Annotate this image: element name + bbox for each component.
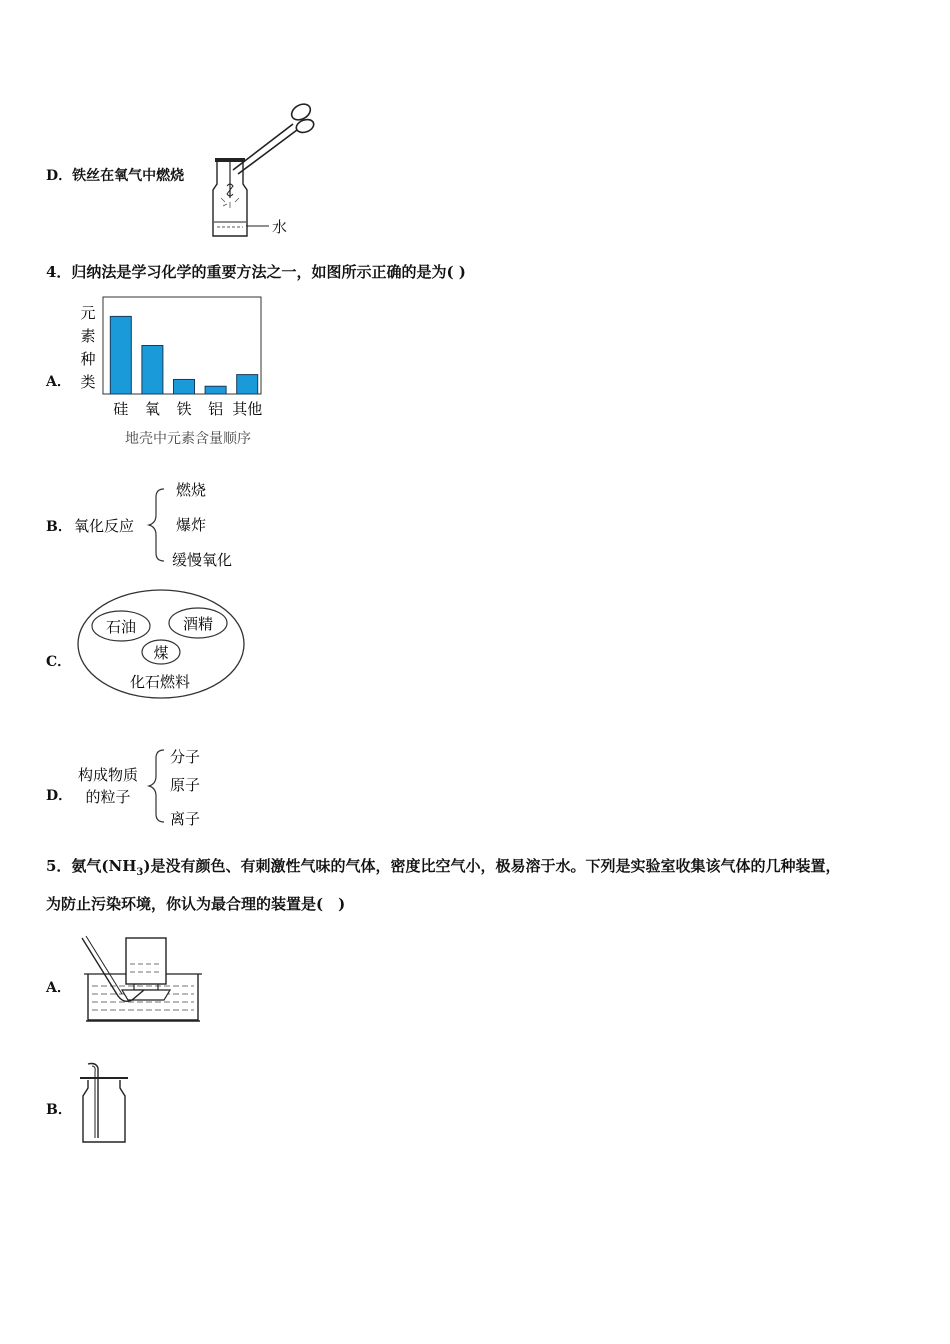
bar (205, 386, 226, 394)
y-label-char: 种 (80, 350, 96, 368)
y-axis-label (80, 304, 95, 391)
oxidation-brace-diagram (72, 475, 252, 575)
stem-part: )是没有颜色、有刺激性气味的气体，密度比空气小，极易溶于水。下列是实验室收集该气体的几种装置， (143, 857, 841, 875)
water-label: 水 (272, 218, 288, 236)
particle-brace-diagram (72, 740, 222, 835)
q4-option-b-letter: B． (46, 519, 72, 535)
x-tick-label: 铁 (176, 400, 192, 418)
q5-stem-line2: 为防止污染环境，你认为最合理的装置是( ) (46, 895, 346, 913)
inner-label: 石油 (105, 618, 137, 636)
gas-collecting-bottle-figure (78, 1062, 133, 1147)
brace-branch: 离子 (170, 810, 201, 828)
water-displacement-apparatus-figure (78, 934, 208, 1026)
bar (110, 316, 131, 394)
x-tick-label: 其他 (232, 400, 263, 418)
iron-burning-apparatus-figure (205, 98, 315, 243)
option-text: 铁丝在氧气中燃烧 (72, 168, 185, 184)
brace-branch: 燃烧 (176, 481, 207, 499)
brace-root: 构成物质 (77, 766, 139, 784)
brace-branch: 原子 (170, 776, 201, 794)
element-bar-chart (72, 292, 282, 452)
q4-stem: 4．归纳法是学习化学的重要方法之一，如图所示正确的是为( ) (46, 263, 466, 281)
fossil-fuel-venn-diagram (74, 586, 254, 706)
brace-branch: 分子 (170, 748, 201, 766)
brace-icon (149, 750, 164, 822)
y-label-char: 素 (80, 327, 96, 345)
x-axis-label: 地壳中元素含量顺序 (125, 431, 251, 447)
q4-option-a-letter: A． (46, 374, 71, 390)
y-label-char: 类 (80, 373, 96, 391)
x-tick-label: 铝 (208, 400, 224, 418)
q5-option-b-letter: B． (46, 1102, 72, 1118)
brace-root: 氧化反应 (74, 517, 135, 535)
option-letter: D． (46, 168, 73, 184)
inner-label: 酒精 (182, 615, 214, 633)
q5-stem-line1 (46, 855, 841, 878)
x-tick-label: 硅 (113, 400, 129, 418)
bar (142, 346, 163, 395)
stem-subscript: 3 (136, 867, 144, 878)
inner-label: 煤 (153, 644, 169, 662)
q4-option-c-letter: C． (46, 654, 72, 670)
brace-branch: 爆炸 (176, 516, 207, 534)
y-label-char: 元 (80, 304, 96, 322)
bar (237, 375, 258, 394)
q3-option-d (46, 165, 184, 185)
outer-label: 化石燃料 (129, 673, 191, 691)
x-tick-label: 氧 (144, 400, 160, 418)
bar (174, 379, 195, 394)
q4-option-d-letter: D． (46, 788, 73, 804)
brace-icon (149, 489, 164, 561)
stem-part: 5．氨气(NH (46, 857, 137, 875)
q5-option-a-letter: A． (46, 980, 71, 996)
brace-root: 的粒子 (85, 788, 131, 806)
brace-branch: 缓慢氧化 (172, 551, 233, 569)
